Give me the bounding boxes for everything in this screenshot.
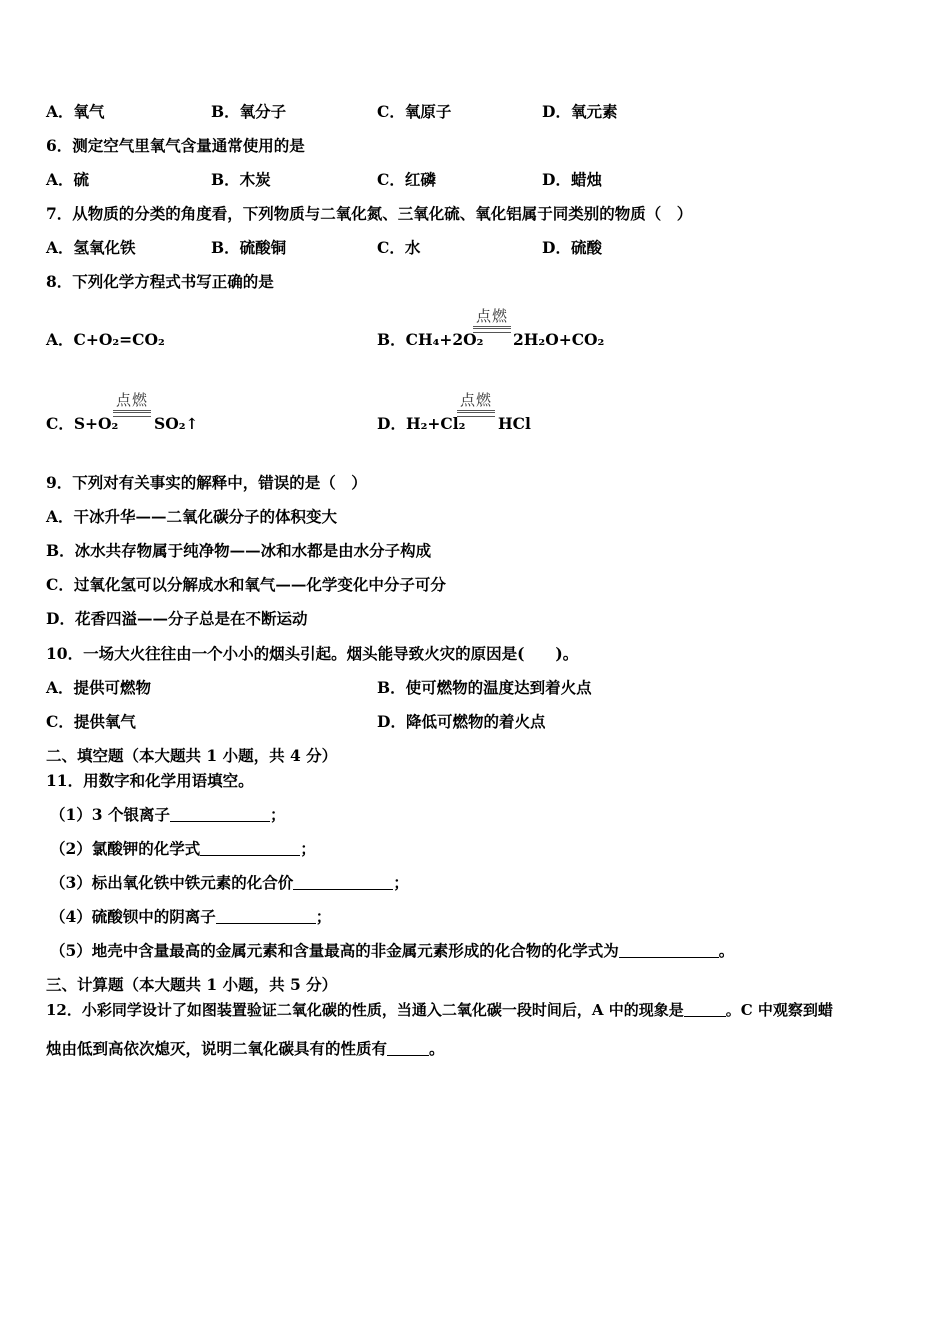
q11-item-4-text: （4）硫酸钡中的阴离子 (50, 907, 216, 926)
q7-option-b: B．硫酸铜 (211, 238, 287, 257)
q11-item-4-blank[interactable] (216, 909, 316, 924)
q7-option-c: C．水 (377, 238, 421, 257)
q8-option-a-label: A． (46, 330, 74, 349)
q11-item-1-end: ； (269, 805, 286, 824)
q8-option-d-reactants: H₂+Cl₂ (405, 414, 466, 433)
q8-option-d-condition-text: 点燃 (459, 391, 492, 409)
q11-item-5 (50, 941, 734, 961)
q8-option-b (377, 330, 483, 350)
q8-option-c (46, 414, 118, 434)
q8-option-a-equation: C+O₂=CO₂ (73, 330, 165, 349)
q11-item-3-end: ； (393, 873, 409, 892)
q8-option-b-products: 2H₂O+CO₂ (513, 330, 605, 349)
q6-option-b: B．木炭 (211, 170, 271, 189)
q11-item-5-end: 。 (718, 941, 735, 960)
q9-option-d: D．花香四溢——分子总是在不断运动 (46, 609, 308, 628)
q8-option-d-condition (457, 391, 495, 417)
q11-item-1-blank[interactable] (170, 807, 270, 822)
q8-option-b-condition-text: 点燃 (475, 307, 508, 325)
q12-text-3: 烛由低到高依次熄灭，说明二氧化碳具有的性质有 (46, 1039, 388, 1058)
q10-option-d: D．降低可燃物的着火点 (377, 712, 546, 731)
q8-option-c-label: C． (46, 414, 74, 433)
q11-item-5-text: （5）地壳中含量最高的金属元素和含量最高的非金属元素形成的化合物的化学式为 (50, 941, 619, 960)
q8-option-d (377, 414, 465, 434)
q7-option-d: D．硫酸 (542, 238, 602, 257)
q8-option-d-equals-sign (457, 410, 495, 417)
q11-item-3-text: （3）标出氧化铁中铁元素的化合价 (50, 873, 294, 892)
q10-option-a: A．提供可燃物 (46, 678, 152, 697)
q9-option-a: A．干冰升华——二氧化碳分子的体积变大 (46, 507, 338, 526)
q11-item-3-blank[interactable] (293, 875, 393, 890)
q8-option-d-label: D． (377, 414, 406, 433)
q8-option-c-equals-sign (113, 410, 151, 417)
q8-option-c-reactants: S+O₂ (73, 414, 119, 433)
q9-option-c: C．过氧化氢可以分解成水和氧气——化学变化中分子可分 (46, 575, 446, 594)
q5-option-d: D．氧元素 (542, 102, 618, 121)
q5-option-a: A．氧气 (46, 102, 105, 121)
q5-option-b: B．氧分子 (211, 102, 287, 121)
q10-option-c: C．提供氧气 (46, 712, 136, 731)
q8-stem: 8．下列化学方程式书写正确的是 (46, 272, 274, 291)
q11-stem: 11．用数字和化学用语填空。 (46, 771, 254, 790)
q11-item-2-text: （2）氯酸钾的化学式 (50, 839, 201, 858)
q6-option-c: C．红磷 (377, 170, 436, 189)
q8-option-c-condition (113, 391, 151, 417)
q8-option-b-condition (473, 307, 511, 333)
q9-option-b: B．冰水共存物属于纯净物——冰和水都是由水分子构成 (46, 541, 432, 560)
q6-option-a: A．硫 (46, 170, 90, 189)
q7-stem: 7．从物质的分类的角度看，下列物质与二氧化氮、三氧化硫、氧化铝属于同类别的物质（ ） (46, 204, 693, 223)
q11-item-2 (50, 839, 316, 859)
q8-option-a (46, 330, 165, 350)
q7-option-a: A．氢氧化铁 (46, 238, 136, 257)
q8-option-c-products: SO₂↑ (154, 414, 199, 433)
q11-item-5-blank[interactable] (619, 943, 719, 958)
q11-item-2-blank[interactable] (200, 841, 300, 856)
q8-option-b-equals-sign (473, 326, 511, 333)
q6-stem: 6．测定空气里氧气含量通常使用的是 (46, 136, 305, 155)
q11-item-4-end: ； (315, 907, 332, 926)
q12-text-2: 。C 中观察到蜡 (725, 1001, 833, 1019)
q12-text-1: 12．小彩同学设计了如图装置验证二氧化碳的性质，当通入二氧化碳一段时间后，A 中的现象是 (46, 1001, 684, 1019)
section-heading-calculation: 三、计算题（本大题共 1 小题，共 5 分） (46, 975, 338, 994)
q10-stem: 10．一场大火往往由一个小小的烟头引起。烟头能导致火灾的原因是( )。 (46, 644, 579, 663)
q11-item-4 (50, 907, 331, 927)
q11-item-2-end: ； (300, 839, 316, 858)
q8-option-b-reactants: CH₄+2O₂ (405, 330, 484, 349)
q12-blank-2[interactable] (387, 1041, 429, 1056)
section-heading-fill-in: 二、填空题（本大题共 1 小题，共 4 分） (46, 746, 338, 765)
q11-item-1 (50, 805, 285, 825)
q6-option-d: D．蜡烛 (542, 170, 602, 189)
q12-text-4: 。 (429, 1039, 445, 1058)
q8-option-d-products: HCl (498, 414, 531, 433)
q8-option-b-label: B． (377, 330, 406, 349)
q10-option-b: B．使可燃物的温度达到着火点 (377, 678, 592, 697)
q11-item-3 (50, 873, 409, 893)
q8-option-c-condition-text: 点燃 (115, 391, 148, 409)
q11-item-1-text: （1）3 个银离子 (50, 805, 170, 824)
q12-blank-1[interactable] (684, 1002, 726, 1017)
q5-option-c: C．氧原子 (377, 102, 452, 121)
q9-stem: 9．下列对有关事实的解释中，错误的是（ ） (46, 473, 367, 492)
q12-line-2 (46, 1039, 445, 1059)
q12-line-1 (46, 1000, 833, 1020)
